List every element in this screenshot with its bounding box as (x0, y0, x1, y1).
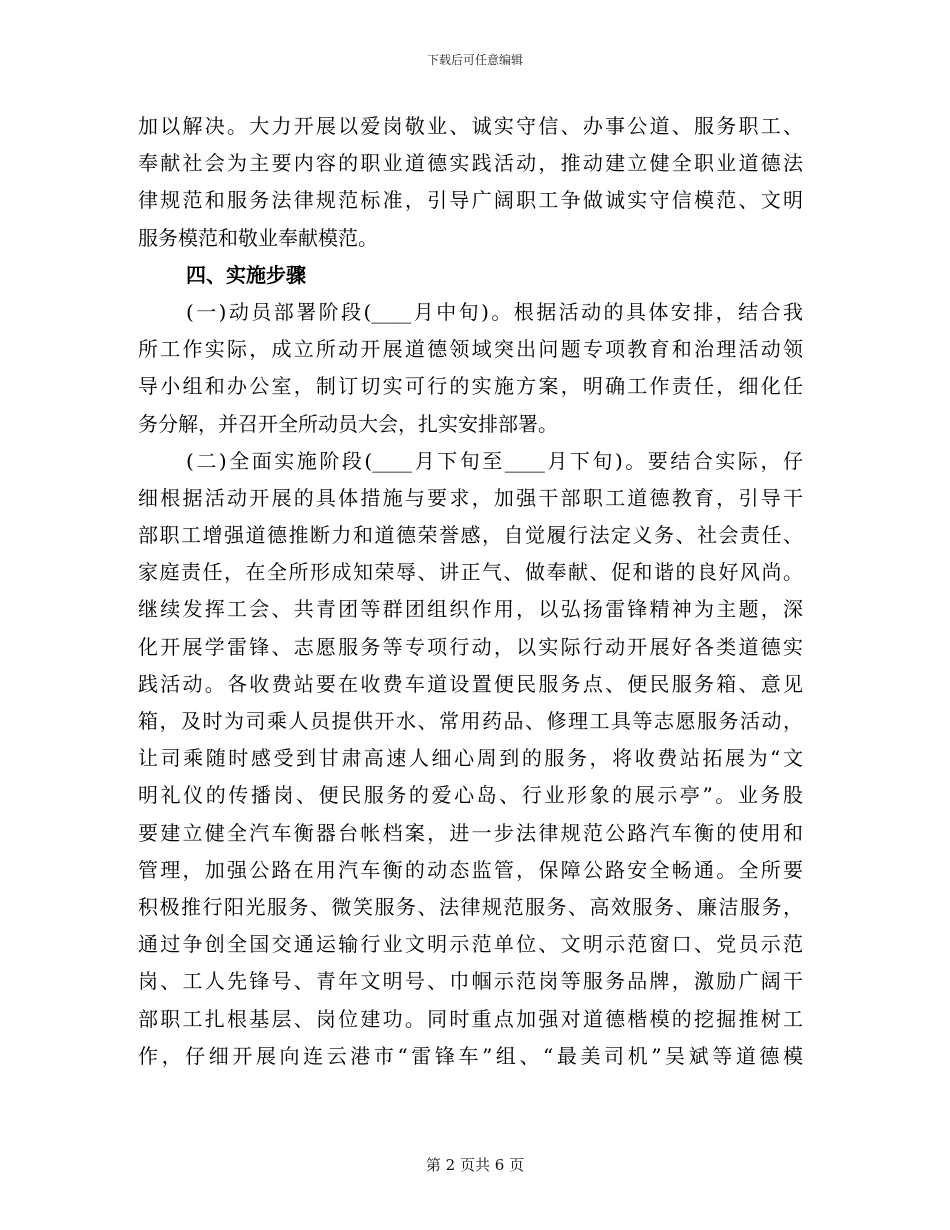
body-line-23: 通过争创全国交通运输行业文明示范单位、文明示范窗口、党员示范 (138, 932, 803, 957)
body-line-13: 家庭责任，在全所形成知荣辱、讲正气、做奉献、促和谐的良好风尚。 (138, 560, 803, 585)
section-heading: 四、实施步骤 (186, 262, 306, 287)
body-line-7: 所工作实际，成立所动开展道德领域突出问题专项教育和治理活动领 (138, 337, 803, 362)
body-line-12: 部职工增强道德推断力和道德荣誉感，自觉履行法定义务、社会责任、 (138, 523, 803, 548)
body-line-14: 继续发挥工会、共青团等群团组织作用，以弘扬雷锋精神为主题，深 (138, 597, 803, 622)
body-line-20: 要建立健全汽车衡器台帐档案，进一步法律规范公路汽车衡的使用和 (138, 820, 803, 845)
body-line-18: 让司乘随时感受到甘肃高速人细心周到的服务，将收费站拓展为“文 (138, 746, 803, 771)
page-header: 下载后可任意编辑 (426, 53, 523, 67)
document-body (138, 108, 803, 1075)
body-line-15: 化开展学雷锋、志愿服务等专项行动，以实际行动开展好各类道德实 (138, 634, 803, 659)
body-line-22: 积极推行阳光服务、微笑服务、法律规范服务、高效服务、廉洁服务， (138, 894, 803, 919)
body-line-8: 导小组和办公室，制订切实可行的实施方案，明确工作责任，细化任 (138, 374, 803, 399)
body-line-3: 律规范和服务法律规范标准，引导广阔职工争做诚实守信模范、文明 (138, 188, 803, 213)
body-line-6: (一)动员部署阶段(____月中旬)。根据活动的具体安排，结合我 (186, 299, 803, 324)
body-line-17: 箱，及时为司乘人员提供开水、常用药品、修理工具等志愿服务活动， (138, 709, 803, 733)
body-line-11: 细根据活动开展的具体措施与要求，加强干部职工道德教育，引导干 (138, 485, 803, 510)
body-line-1: 加以解决。大力开展以爱岗敬业、诚实守信、办事公道、服务职工、 (138, 114, 803, 138)
body-line-25: 部职工扎根基层、岗位建功。同时重点加强对道德楷模的挖掘推树工 (138, 1006, 803, 1031)
body-line-16: 践活动。各收费站要在收费车道设置便民服务点、便民服务箱、意见 (138, 671, 803, 696)
body-line-10: (二)全面实施阶段(____月下旬至____月下旬)。要结合实际，仔 (186, 448, 803, 473)
body-line-21: 管理，加强公路在用汽车衡的动态监管，保障公路安全畅通。全所要 (138, 857, 803, 882)
body-line-9: 务分解，并召开全所动员大会，扎实安排部署。 (138, 411, 558, 436)
body-line-4: 服务模范和敬业奉献模范。 (138, 225, 378, 250)
body-line-26: 作，仔细开展向连云港市“雷锋车”组、“最美司机”吴斌等道德模 (138, 1043, 803, 1068)
page-number-footer: 第 2 页共 6 页 (425, 1156, 525, 1174)
body-line-19: 明礼仪的传播岗、便民服务的爱心岛、行业形象的展示亭”。业务股 (138, 783, 803, 808)
body-line-2: 奉献社会为主要内容的职业道德实践活动，推动建立健全职业道德法 (138, 151, 803, 176)
body-line-24: 岗、工人先锋号、青年文明号、巾帼示范岗等服务品牌，激励广阔干 (138, 969, 803, 994)
